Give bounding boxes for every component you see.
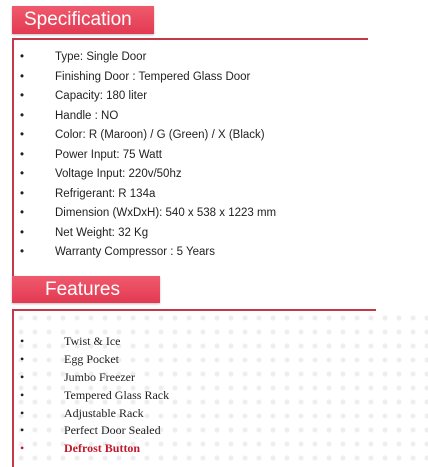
bullet-icon: • xyxy=(20,423,25,438)
bullet-icon: • xyxy=(20,129,25,141)
specification-top-rule xyxy=(12,38,368,40)
bullet-icon: • xyxy=(20,168,25,180)
features-top-rule xyxy=(12,309,376,311)
features-heading-tab xyxy=(12,276,160,303)
bullet-icon: • xyxy=(20,109,25,122)
bullet-icon: • xyxy=(20,441,25,456)
bullet-icon: • xyxy=(20,90,25,102)
specification-left-rule xyxy=(12,38,14,276)
bullet-icon: • xyxy=(20,226,25,239)
specification-heading-tab xyxy=(12,6,154,34)
bullet-icon: • xyxy=(20,351,25,366)
bullet-icon: • xyxy=(20,148,25,161)
features-left-rule xyxy=(12,309,14,467)
specification-heading: Specification xyxy=(24,9,132,30)
features-heading: Features xyxy=(45,279,120,300)
bullet-icon: • xyxy=(20,334,25,348)
bullet-icon: • xyxy=(20,51,25,63)
bullet-icon: • xyxy=(20,246,25,258)
bullet-icon: • xyxy=(20,387,25,402)
bullet-icon: • xyxy=(20,207,25,219)
bullet-icon: • xyxy=(20,70,25,83)
bullet-icon: • xyxy=(20,369,25,384)
bullet-icon: • xyxy=(20,187,25,200)
bullet-icon: • xyxy=(20,405,25,420)
